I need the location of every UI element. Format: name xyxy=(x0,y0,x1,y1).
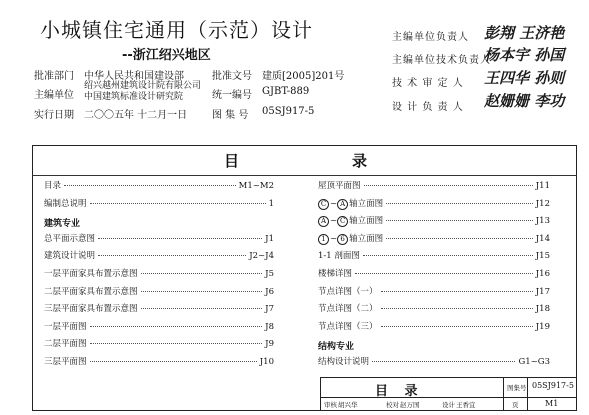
toc-entry[interactable] xyxy=(44,322,274,333)
title-block-atlas-label: 图集号 xyxy=(507,384,527,392)
title-block-vline-3 xyxy=(503,397,504,411)
chief-unit-2: 中国建筑标准设计研究院 xyxy=(84,92,184,102)
dot-leader xyxy=(90,343,263,344)
dot-leader xyxy=(381,308,533,309)
toc-entry-page: J10 xyxy=(259,357,274,367)
toc-entry-page: J16 xyxy=(535,269,550,279)
axis-label-text: 轴立面图 xyxy=(349,216,384,227)
toc-entry-page: J18 xyxy=(535,304,550,315)
toc-entry[interactable] xyxy=(318,287,550,298)
toc-entry-label: 结构设计说明 xyxy=(318,357,370,367)
axis-label-text: 轴立面图 xyxy=(349,233,384,244)
toc-entry-label: 总平面示意图 xyxy=(44,233,96,244)
title-block-hline xyxy=(320,397,577,398)
toc-entry-page: J14 xyxy=(535,233,550,244)
toc-entry[interactable] xyxy=(44,251,274,262)
signature-2: 杨本宇 孙国 xyxy=(484,46,565,64)
chief-unit-label: 主编单位 xyxy=(34,90,74,101)
toc-entry-page: J8 xyxy=(265,321,274,332)
signature-3: 王四华 孙则 xyxy=(484,69,565,87)
signature-1: 彭翔 王济艳 xyxy=(484,24,565,42)
toc-entry[interactable] xyxy=(318,234,550,245)
toc-entry[interactable] xyxy=(44,304,274,315)
dot-leader xyxy=(386,220,533,221)
toc-entry[interactable] xyxy=(318,304,550,315)
check-name-print: 赵万国 xyxy=(400,401,420,409)
toc-entry[interactable] xyxy=(44,269,274,280)
dot-leader xyxy=(90,326,263,327)
axis-marker-start: C xyxy=(318,199,329,210)
toc-heading-right: 录 xyxy=(352,152,368,170)
toc-entry-label: 三层平面图 xyxy=(44,357,87,367)
dot-leader xyxy=(381,326,533,327)
toc-entry-page: J9 xyxy=(265,339,274,350)
toc-entry-page: J11 xyxy=(535,181,550,191)
axis-marker-end: C xyxy=(337,216,348,227)
impl-date-label: 实行日期 xyxy=(34,110,74,121)
axis-marker-end: A xyxy=(337,199,348,210)
dot-leader xyxy=(386,203,533,204)
toc-entry-label: 二层平面图 xyxy=(44,339,87,350)
toc-entry-page: J7 xyxy=(265,304,274,315)
dot-leader xyxy=(364,185,533,186)
design-name-print: 王香宜 xyxy=(456,401,476,409)
toc-entry-label: 节点详图（二） xyxy=(318,304,378,315)
toc-entry[interactable] xyxy=(44,181,274,192)
toc-entry-label: 1-1 剖面图 xyxy=(318,251,360,262)
toc-entry[interactable] xyxy=(318,322,550,333)
toc-entry-page: J15 xyxy=(535,251,550,262)
impl-date: 二〇〇五年 十二月一日 xyxy=(84,110,188,121)
page-label: 页 xyxy=(512,401,519,409)
axis-marker-start: 1 xyxy=(318,234,329,245)
toc-entry[interactable] xyxy=(318,251,550,262)
toc-entry-page: M1~M2 xyxy=(238,181,274,191)
axis-label-text: 轴立面图 xyxy=(349,198,384,209)
approval-doc: 建质[2005]201号 xyxy=(262,71,345,82)
toc-entry[interactable] xyxy=(318,269,550,280)
sign-label-1: 主编单位负责人 xyxy=(392,32,469,43)
dot-leader xyxy=(98,238,262,239)
toc-entry[interactable] xyxy=(44,234,274,245)
toc-entry-page: J17 xyxy=(535,286,550,297)
approval-dept: 中华人民共和国建设部 xyxy=(84,71,184,82)
approval-doc-label: 批准文号 xyxy=(212,71,252,82)
dot-leader xyxy=(355,273,533,274)
signature-4: 赵姗姗 李功 xyxy=(484,92,565,110)
title-block-atlas-no: 05SJ917-5 xyxy=(532,381,574,390)
review-name-print: 胡兴华 xyxy=(338,401,358,409)
unified-no: GJBT-889 xyxy=(262,86,310,97)
sign-label-3: 技 术 审 定 人 xyxy=(392,78,464,89)
toc-entry-label: 一层平面图 xyxy=(44,321,87,332)
toc-entry-page: J2~J4 xyxy=(249,251,274,262)
page-title: 小城镇住宅通用（示范）设计 xyxy=(40,18,313,42)
toc-entry-label xyxy=(318,199,383,210)
toc-entry[interactable] xyxy=(318,181,550,192)
toc-entry[interactable] xyxy=(318,216,550,227)
dot-leader xyxy=(141,273,263,274)
review-label: 审核 xyxy=(324,401,337,409)
toc-entry-page: J5 xyxy=(265,269,274,279)
title-block-vline-2 xyxy=(527,377,528,411)
toc-entry-label: 二层平面家具布置示意图 xyxy=(44,286,138,297)
dot-leader xyxy=(90,361,257,362)
toc-entry-page: J13 xyxy=(535,216,550,227)
chief-unit-1: 绍兴越州建筑设计院有限公司 xyxy=(84,81,202,91)
axis-separator: ~ xyxy=(330,233,338,244)
axis-marker-end: 6 xyxy=(337,234,348,245)
toc-entry-label: 节点详图（一） xyxy=(318,286,378,297)
toc-entry-label xyxy=(318,216,383,227)
toc-divider xyxy=(32,175,577,176)
dot-leader xyxy=(141,308,263,309)
dot-leader xyxy=(141,291,263,292)
toc-entry-page: G1~G3 xyxy=(518,357,550,367)
check-label: 校对 xyxy=(386,401,399,409)
toc-section-heading: 建筑专业 xyxy=(44,219,81,230)
toc-entry-label: 三层平面家具布置示意图 xyxy=(44,304,138,315)
toc-section-heading: 结构专业 xyxy=(318,342,355,353)
sign-label-4: 设 计 负 责 人 xyxy=(392,102,464,113)
toc-entry-page: 1 xyxy=(268,198,274,209)
unified-no-label: 统一编号 xyxy=(212,90,252,101)
dot-leader xyxy=(363,255,533,256)
dot-leader xyxy=(98,255,246,256)
sign-label-2: 主编单位技术负责人 xyxy=(392,55,491,66)
toc-entry-page: J19 xyxy=(535,321,550,332)
dot-leader xyxy=(64,185,236,186)
toc-entry[interactable] xyxy=(44,199,274,210)
toc-entry-label: 屋顶平面图 xyxy=(318,181,361,191)
axis-separator: ~ xyxy=(330,216,338,227)
toc-entry[interactable] xyxy=(44,339,274,350)
page-subtitle: --浙江绍兴地区 xyxy=(122,48,211,63)
toc-entry[interactable] xyxy=(44,287,274,298)
page-no: M1 xyxy=(545,399,559,408)
dot-leader xyxy=(90,203,266,204)
toc-entry-label: 建筑设计说明 xyxy=(44,251,96,262)
approval-dept-label: 批准部门 xyxy=(34,71,74,82)
toc-entry-page: J6 xyxy=(265,286,274,297)
toc-entry-label: 节点详图（三） xyxy=(318,321,378,332)
toc-entry[interactable] xyxy=(318,357,550,368)
toc-entry-page: J1 xyxy=(265,233,274,244)
toc-heading-left: 目 xyxy=(224,152,240,170)
toc-entry-label xyxy=(318,234,383,245)
toc-entry-label: 一层平面家具布置示意图 xyxy=(44,269,138,279)
toc-entry-page: J12 xyxy=(535,198,550,209)
toc-entry-label: 目录 xyxy=(44,181,62,191)
toc-entry-label: 编制总说明 xyxy=(44,198,87,209)
title-block-vline-1 xyxy=(503,377,504,397)
design-label: 设计 xyxy=(442,401,455,409)
atlas-no-label: 图 集 号 xyxy=(212,110,249,121)
axis-separator: ~ xyxy=(330,198,338,209)
toc-entry[interactable] xyxy=(318,199,550,210)
toc-entry-label: 楼梯详图 xyxy=(318,269,353,279)
axis-marker-start: A xyxy=(318,216,329,227)
dot-leader xyxy=(386,238,533,239)
dot-leader xyxy=(381,291,533,292)
title-block-title: 目 录 xyxy=(375,384,424,399)
atlas-no: 05SJ917-5 xyxy=(262,106,315,117)
dot-leader xyxy=(372,361,515,362)
toc-entry[interactable] xyxy=(44,357,274,368)
